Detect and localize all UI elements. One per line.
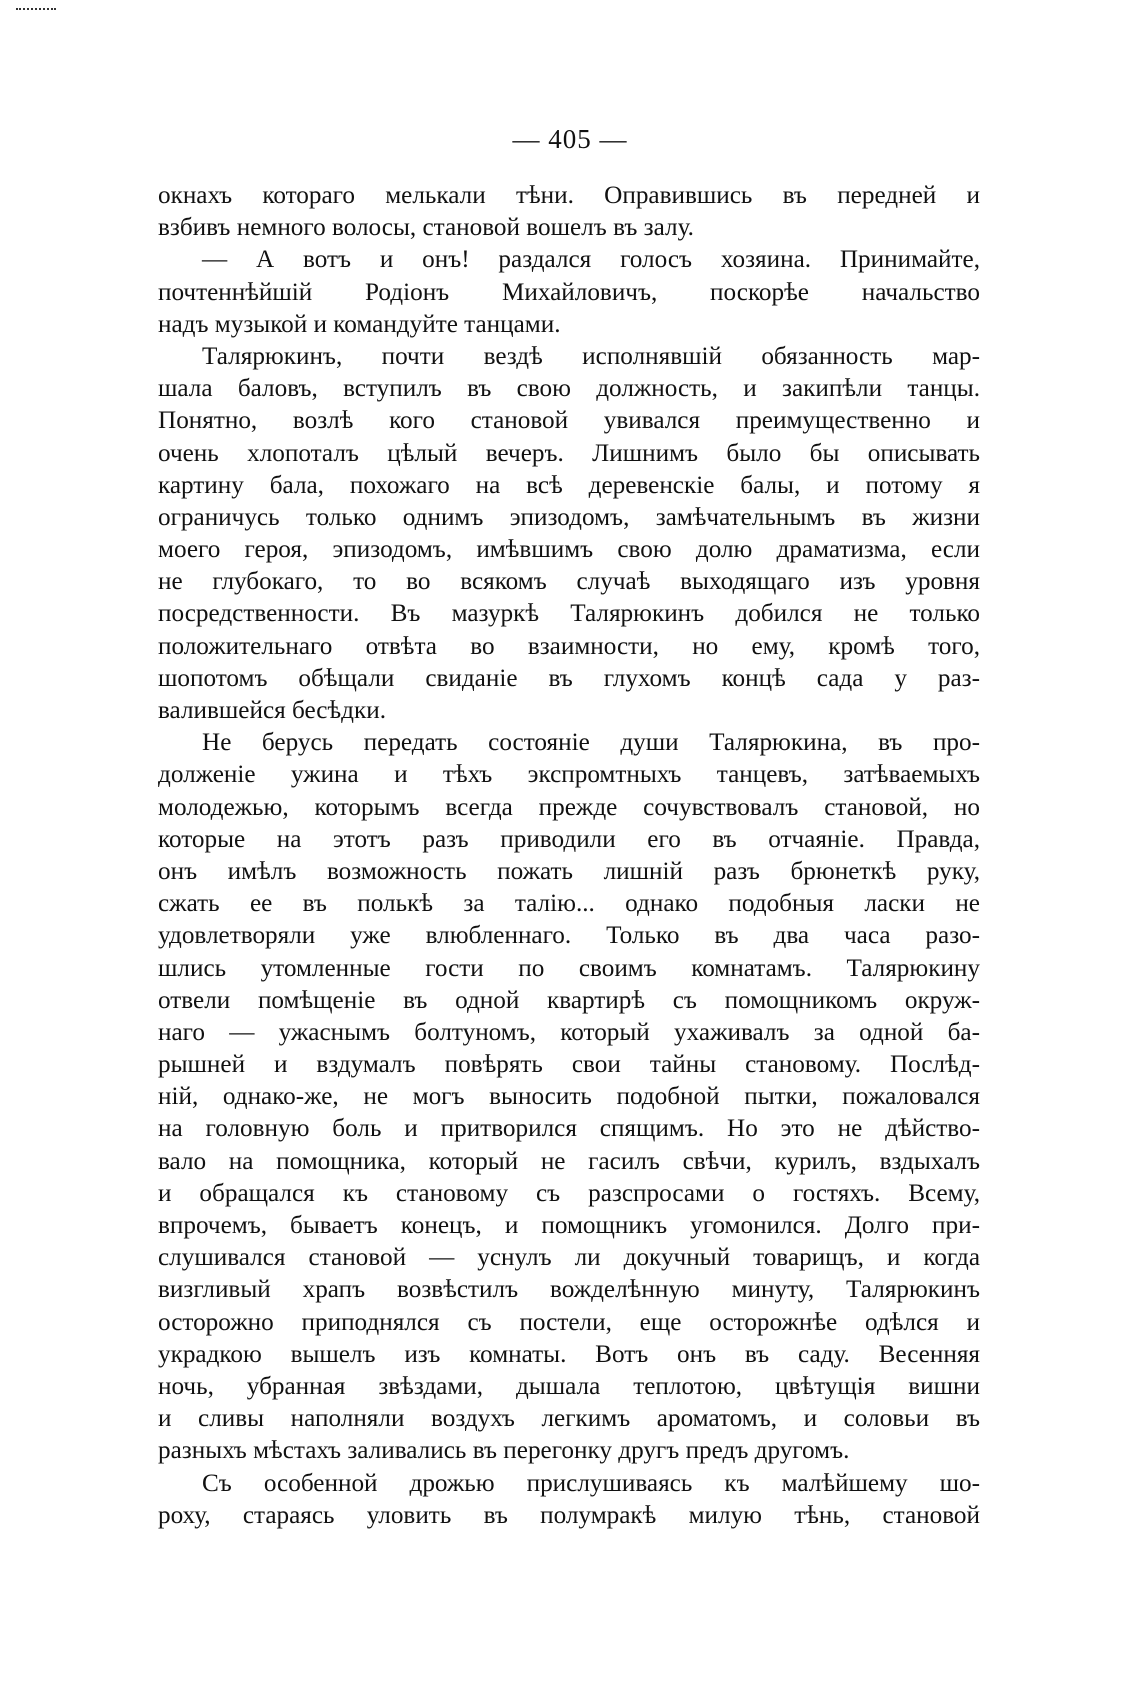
text-line: шала баловъ, вступилъ въ свою должность, и закипѣли танцы. xyxy=(158,375,980,403)
text-line: рышней и вздумалъ повѣрять свои тайны становому. Послѣд- xyxy=(158,1051,980,1079)
text-line: Талярюкинъ, почти вездѣ исполнявшій обязанность мар- xyxy=(202,342,980,370)
text-line: надъ музыкой и командуйте танцами. xyxy=(158,310,561,338)
text-line: удовлетворяли уже влюбленнаго. Только въ два часа разо- xyxy=(158,922,980,950)
text-line: валившейся бесѣдки. xyxy=(158,697,386,724)
text-line: сжать ее въ полькѣ за талію... однако подобныя ласки не xyxy=(158,890,980,918)
text-line: роху, стараясь уловить въ полумракѣ милую тѣнь, становой xyxy=(158,1501,980,1529)
text-line: окнахъ котораго мелькали тѣни. Оправившись въ передней и xyxy=(158,182,980,209)
text-line: почтеннѣйшій Родіонъ Михайловичъ, поскорѣе начальство xyxy=(158,278,980,306)
text-line: которые на этотъ разъ приводили его въ отчаяніе. Правда, xyxy=(158,825,980,853)
text-line: отвели помѣщеніе въ одной квартирѣ съ помощникомъ окруж- xyxy=(158,986,980,1014)
text-line: ній, однако-же, не могъ выносить подобной пытки, пожаловался xyxy=(158,1083,980,1111)
text-line: шопотомъ обѣщали свиданіе въ глухомъ концѣ сада у раз- xyxy=(158,664,980,692)
text-line: шлись утомленные гости по своимъ комнатамъ. Талярюкину xyxy=(158,954,980,982)
text-line: положительнаго отвѣта во взаимности, но ему, кромѣ того, xyxy=(158,632,980,660)
text-line: ограничусь только однимъ эпизодомъ, замѣчательнымъ въ жизни xyxy=(158,503,980,531)
text-line: слушивался становой — уснулъ ли докучный товарищъ, и когда xyxy=(158,1244,980,1272)
text-line: визгливый храпъ возвѣстилъ вожделѣнную минуту, Талярюкинъ xyxy=(158,1276,980,1304)
text-line: посредственности. Въ мазуркѣ Талярюкинъ добился не только xyxy=(158,600,980,628)
body-text xyxy=(158,180,980,1532)
text-line: и сливы наполняли воздухъ легкимъ ароматомъ, и соловьи въ xyxy=(158,1405,980,1433)
text-line: моего героя, эпизодомъ, имѣвшимъ свою долю драматизма, если xyxy=(158,536,980,564)
text-line: не глубокаго, то во всякомъ случаѣ выходящаго изъ уровня xyxy=(158,568,980,596)
text-line: на головную боль и притворился спящимъ. Но это не дѣйство- xyxy=(158,1115,980,1143)
text-line: вало на помощника, который не гасилъ свѣчи, курилъ, вздыхалъ xyxy=(158,1147,980,1175)
page-number: — 405 — xyxy=(512,124,628,154)
text-line: и обращался къ становому съ разспросами о гостяхъ. Всему, xyxy=(158,1179,980,1207)
text-line: очень хлопоталъ цѣлый вечеръ. Лишнимъ было бы описывать xyxy=(158,439,980,467)
text-line: разныхъ мѣстахъ заливались въ перегонку другъ предъ другомъ. xyxy=(158,1437,850,1465)
text-line: картину бала, похожаго на всѣ деревенскіе балы, и потому я xyxy=(158,471,980,499)
text-line: Понятно, возлѣ кого становой увивался преимущественно и xyxy=(158,407,980,435)
text-line: молодежью, которымъ всегда прежде сочувствовалъ становой, но xyxy=(158,793,980,821)
text-line: долженіе ужина и тѣхъ экспромтныхъ танцевъ, затѣваемыхъ xyxy=(158,761,980,789)
scan-corner-mark xyxy=(16,8,56,13)
text-line: наго — ужаснымъ болтуномъ, который ухаживалъ за одной ба- xyxy=(158,1018,980,1046)
text-line: впрочемъ, бываетъ конецъ, и помощникъ угомонился. Долго при- xyxy=(158,1212,980,1239)
text-line: украдкою вышелъ изъ комнаты. Вотъ онъ въ саду. Весенняя xyxy=(158,1340,980,1368)
text-line: осторожно приподнялся съ постели, еще осторожнѣе одѣлся и xyxy=(158,1308,980,1336)
text-line: онъ имѣлъ возможность пожать лишній разъ брюнеткѣ руку, xyxy=(158,857,980,885)
text-line: взбивъ немного волосы, становой вошелъ въ залу. xyxy=(158,214,694,242)
text-line: Не берусь передать состояніе души Талярюкина, въ про- xyxy=(202,729,980,757)
text-line: ночь, убранная звѣздами, дышала теплотою, цвѣтущія вишни xyxy=(158,1372,980,1400)
text-line: — А вотъ и онъ! раздался голосъ хозяина. Принимайте, xyxy=(202,246,980,274)
text-line: Съ особенной дрожью прислушиваясь къ малѣйшему шо- xyxy=(202,1469,980,1497)
